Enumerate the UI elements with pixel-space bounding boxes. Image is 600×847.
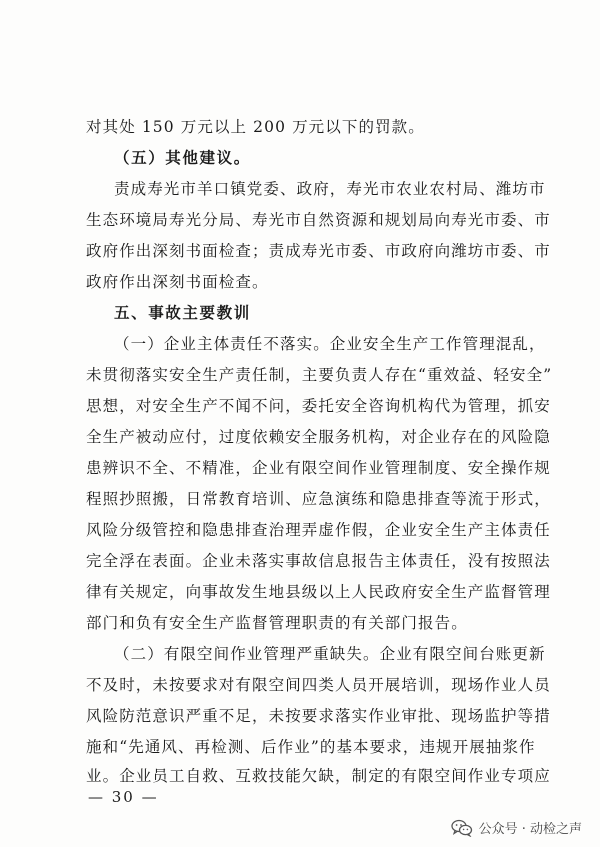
- text-line: 风险分级管控和隐患排查治理弄虚作假，企业安全生产主体责任: [86, 521, 551, 539]
- text-line: 部门和负有安全生产监督管理职责的有关部门报告。: [86, 614, 468, 632]
- text-line: 未贯彻落实安全生产责任制，主要负责人存在“重效益、轻安全”: [86, 366, 553, 384]
- text-line: 对其处 150 万元以上 200 万元以下的罚款。: [86, 118, 425, 136]
- text-line: 律有关规定，向事故发生地县级以上人民政府安全生产监督管理: [86, 583, 551, 601]
- watermark: [451, 818, 582, 837]
- text-line: 思想，对安全生产不闻不问，委托安全咨询机构代为管理，抓安: [86, 397, 551, 415]
- text-line: 政府作出深刻书面检查。: [86, 273, 269, 291]
- wechat-icon: [451, 819, 473, 837]
- page-number: — 30 —: [88, 788, 159, 806]
- section-subheading: （五）其他建议。: [114, 149, 251, 167]
- text-line: 施和“先通风、再检测、后作业”的基本要求，违规开展抽浆作: [86, 738, 536, 756]
- text-line: （一）企业主体责任不落实。企业安全生产工作管理混乱，: [114, 335, 546, 353]
- text-line: 风险防范意识严重不足，未按要求落实作业审批、现场监护等措: [86, 707, 551, 725]
- text-line: 全生产被动应付，过度依赖安全服务机构，对企业存在的风险隐: [86, 428, 551, 446]
- text-line: 不及时，未按要求对有限空间四类人员开展培训，现场作业人员: [86, 676, 551, 694]
- text-line: 政府作出深刻书面检查；责成寿光市委、市政府向潍坊市委、市: [86, 242, 551, 260]
- text-line: 生态环境局寿光分局、寿光市自然资源和规划局向寿光市委、市: [86, 211, 551, 229]
- text-line: （二）有限空间作业管理严重缺失。企业有限空间台账更新: [114, 645, 546, 663]
- text-line: 责成寿光市羊口镇党委、政府，寿光市农业农村局、潍坊市: [114, 180, 546, 198]
- text-line: 业。企业员工自救、互救技能欠缺，制定的有限空间作业专项应: [86, 767, 551, 785]
- section-heading: 五、事故主要教训: [114, 304, 251, 322]
- text-line: 完全浮在表面。企业未落实事故信息报告主体责任，没有按照法: [86, 552, 551, 570]
- watermark-text: 公众号 · 动检之声: [478, 822, 582, 837]
- text-line: 患辨识不全、不精准，企业有限空间作业管理制度、安全操作规: [86, 459, 551, 477]
- text-line: 程照抄照搬，日常教育培训、应急演练和隐患排查等流于形式，: [86, 490, 551, 508]
